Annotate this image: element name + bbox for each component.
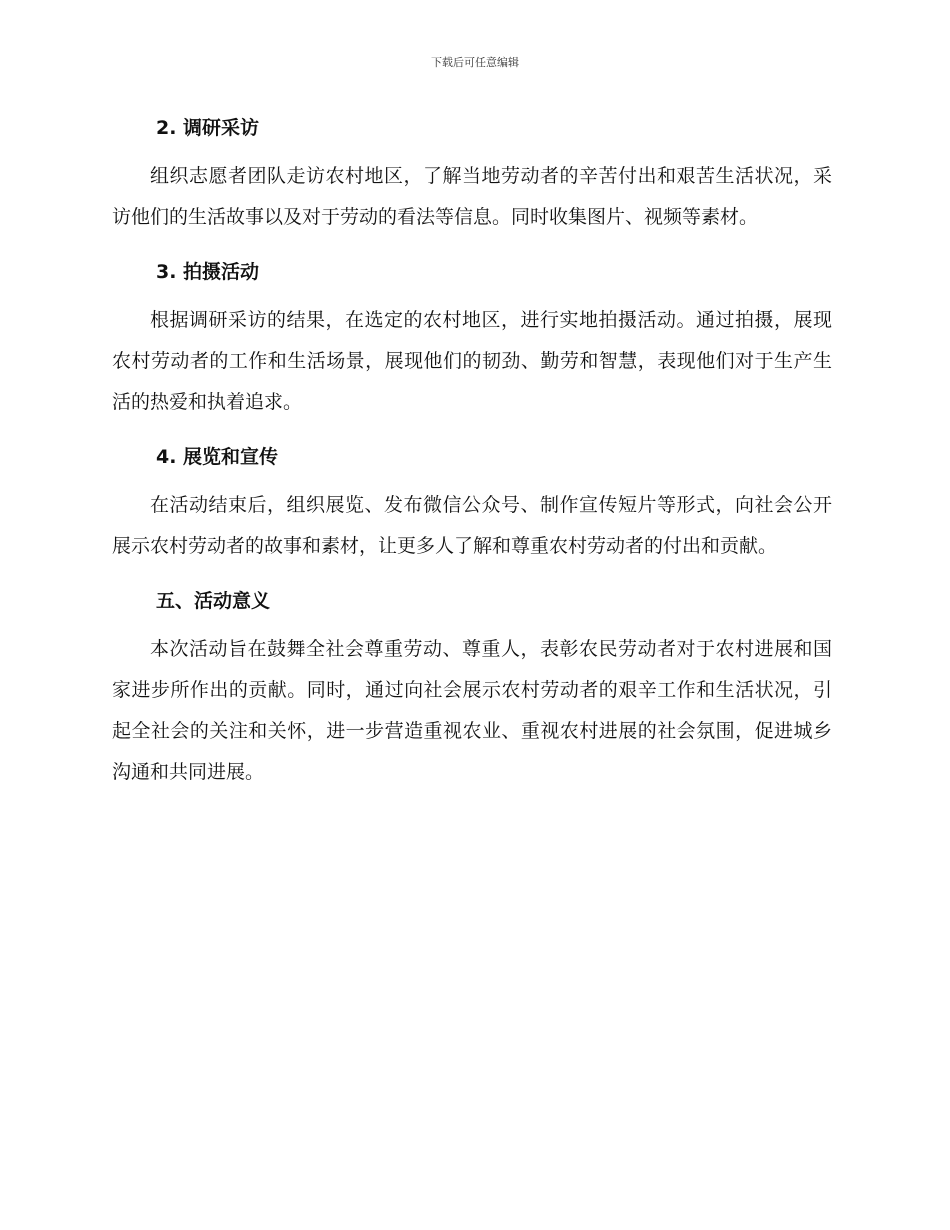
section-paragraph: 本次活动旨在鼓舞全社会尊重劳动、尊重人，表彰农民劳动者对于农村进展和国家进步所作出的贡献。同时，通过向社会展示农村劳动者的艰辛工作和生活状况，引起全社会的关注和关怀，进一步营造重视农业、重视农村进展的社会氛围，促进城乡沟通和共同进展。: [112, 638, 832, 783]
section-heading: 3. 拍摄活动: [156, 261, 260, 283]
section-significance: [112, 581, 832, 793]
section-heading: 4. 展览和宣传: [156, 446, 279, 468]
document-body: [112, 108, 832, 807]
section-heading: 五、活动意义: [156, 590, 271, 612]
section-filming: [112, 252, 832, 423]
section-paragraph: 组织志愿者团队走访农村地区，了解当地劳动者的辛苦付出和艰苦生活状况，采访他们的生活故事以及对于劳动的看法等信息。同时收集图片、视频等素材。: [112, 165, 832, 228]
section-exhibition-promotion: [112, 437, 832, 567]
section-heading: 2. 调研采访: [156, 117, 260, 139]
section-paragraph: 根据调研采访的结果，在选定的农村地区，进行实地拍摄活动。通过拍摄，展现农村劳动者的工作和生活场景，展现他们的韧劲、勤劳和智慧，表现他们对于生产生活的热爱和执着追求。: [112, 309, 832, 413]
section-paragraph: 在活动结束后，组织展览、发布微信公众号、制作宣传短片等形式，向社会公开展示农村劳动者的故事和素材，让更多人了解和尊重农村劳动者的付出和贡献。: [112, 494, 832, 557]
section-research-interview: [112, 108, 832, 238]
page-header-note: 下载后可任意编辑: [431, 56, 519, 69]
